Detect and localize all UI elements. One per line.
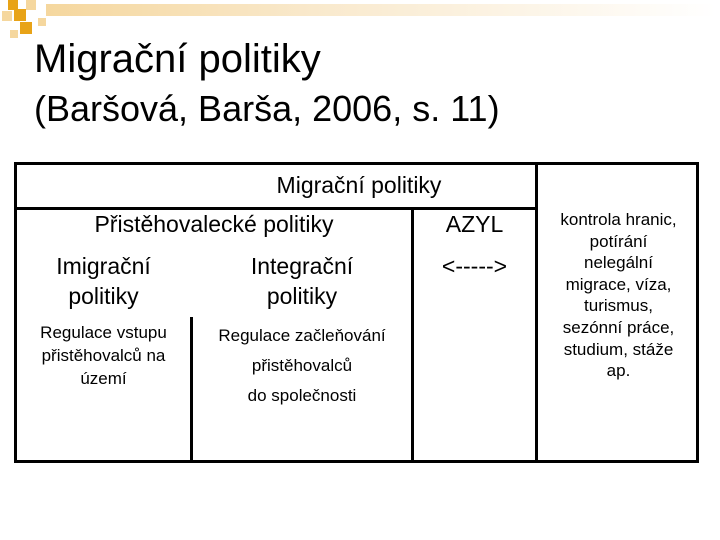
control-line: turismus, [584, 296, 653, 316]
description-line: do společnosti [247, 386, 357, 405]
control-line: sezónní práce, [562, 317, 675, 337]
control-line: nelegální [583, 253, 653, 273]
description-line: přistěhovalců [251, 356, 353, 375]
immigration-heading-line2: politiky [68, 283, 139, 309]
decor-square-orange [14, 9, 26, 21]
immigration-heading-line1: Imigrační [56, 253, 151, 279]
decor-square-light [10, 30, 18, 38]
integration-description [193, 321, 411, 411]
control-line: ap. [606, 361, 631, 381]
description-line: území [80, 369, 127, 388]
integration-heading-line1: Integrační [250, 253, 354, 279]
asylum-label: AZYL [445, 211, 504, 237]
description-line: přistěhovalců na [41, 346, 166, 365]
description-line: Regulace vstupu [40, 323, 167, 342]
immigration-col-heading [17, 251, 190, 311]
description-line: Regulace začleňování [218, 326, 386, 345]
control-line: potírání [589, 231, 648, 251]
border-control-list [538, 209, 699, 382]
decor-square-light [26, 0, 36, 10]
page-subtitle: (Baršová, Barša, 2006, s. 11) [34, 88, 500, 129]
integration-col-heading [193, 251, 411, 311]
decor-square-orange [20, 22, 32, 34]
decor-square-light [38, 18, 46, 26]
immigration-description [17, 321, 190, 390]
column-divider-asylum [411, 207, 414, 463]
decor-square-light [2, 11, 12, 21]
control-line: studium, stáže [563, 339, 674, 359]
migration-policies-table [14, 162, 699, 463]
page-title: Migrační politiky [34, 37, 321, 81]
asylum-arrow: <-----> [441, 253, 508, 279]
immigration-policies-label: Přistěhovalecké politiky [94, 211, 334, 237]
table-header: Migrační politiky [276, 172, 442, 198]
control-line: migrace, víza, [565, 274, 672, 294]
integration-heading-line2: politiky [266, 283, 338, 309]
decor-fade-bar [46, 4, 716, 16]
control-line: kontrola hranic, [560, 210, 677, 229]
